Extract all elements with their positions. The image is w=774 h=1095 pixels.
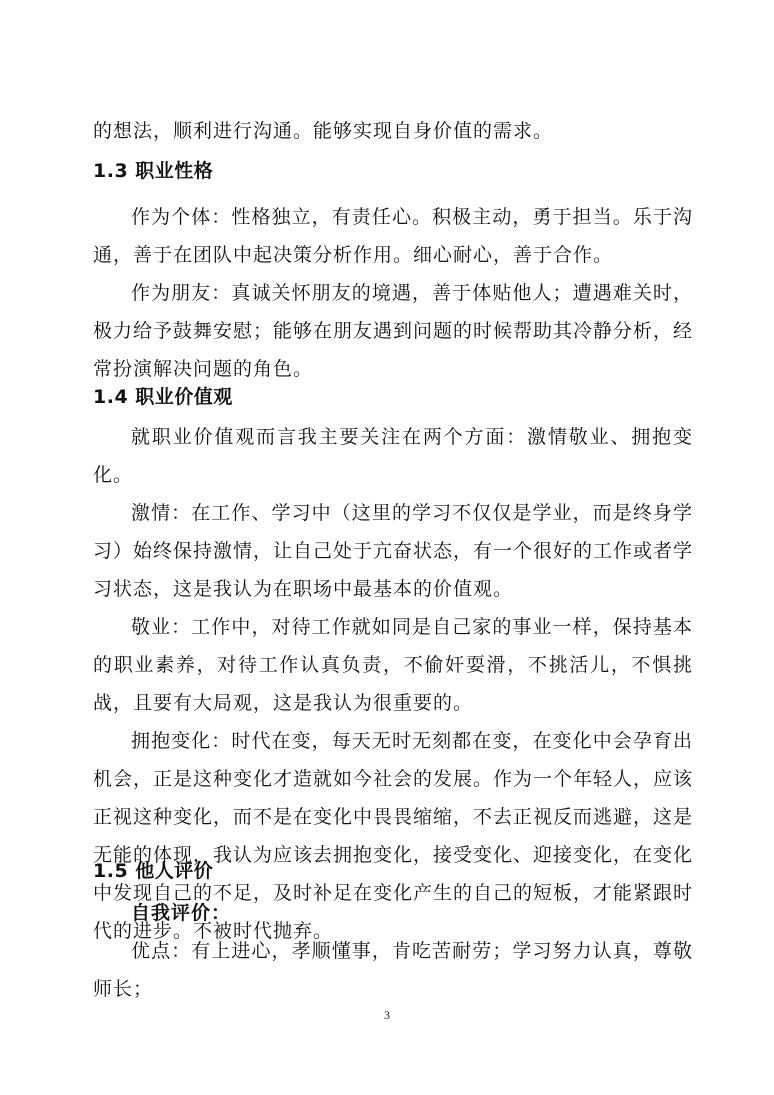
page-number: 3 xyxy=(384,1008,390,1022)
section-1-5-body xyxy=(93,894,693,1008)
paragraph-passion: 激情：在工作、学习中（这里的学习不仅仅是学业，而是终身学习）始终保持激情，让自己处于亢奋状态，有一个很好的工作或者学习状态，这是我认为在职场中最基本的价值观。 xyxy=(93,502,694,600)
section-heading-1-4: 1.4 职业价值观 xyxy=(93,386,233,408)
section-1-3-body xyxy=(93,198,693,388)
section-heading-1-3: 1.3 职业性格 xyxy=(93,160,214,182)
paragraph-dedication: 敬业：工作中，对待工作就如同是自己家的事业一样，保持基本的职业素养，对待工作认真负责，不偷奸耍滑，不挑活儿，不惧挑战，且要有大局观，这是我认为很重要的。 xyxy=(93,616,693,714)
paragraph-change: 拥抱变化：时代在变，每天无时无刻都在变，在变化中会孕育出机会，正是这种变化才造就如今社会的发展。作为一个年轻人，应该正视这种变化，而不是在变化中畏畏缩缩，不去正视反而逃避，这是无能的体现，我认为应该去拥抱变化，接受变化、迎接变化，在变化中发现自己的不足，及时补足在变化产生的自己的短板，才能紧跟时代的进步。不被时代抛弃。 xyxy=(93,730,694,942)
self-evaluation-label: 自我评价： xyxy=(131,902,232,924)
section-heading-1-5: 1.5 他人评价 xyxy=(93,860,214,882)
intro-paragraph xyxy=(93,112,693,150)
paragraph-overview: 就职业价值观而言我主要关注在两个方面：激情敬业、拥抱变化。 xyxy=(93,426,693,486)
paragraph-strengths: 优点：有上进心，孝顺懂事，肯吃苦耐劳；学习努力认真，尊敬师长； xyxy=(93,940,693,1000)
intro-line: 的想法，顺利进行沟通。能够实现自身价值的需求。 xyxy=(93,120,554,142)
paragraph-individual: 作为个体：性格独立，有责任心。积极主动，勇于担当。乐于沟通，善于在团队中起决策分析作用。细心耐心，善于合作。 xyxy=(93,206,693,266)
paragraph-friend: 作为朋友：真诚关怀朋友的境遇，善于体贴他人；遭遇难关时，极力给予鼓舞安慰；能够在朋友遇到问题的时候帮助其冷静分析，经常扮演解决问题的角色。 xyxy=(93,282,694,380)
